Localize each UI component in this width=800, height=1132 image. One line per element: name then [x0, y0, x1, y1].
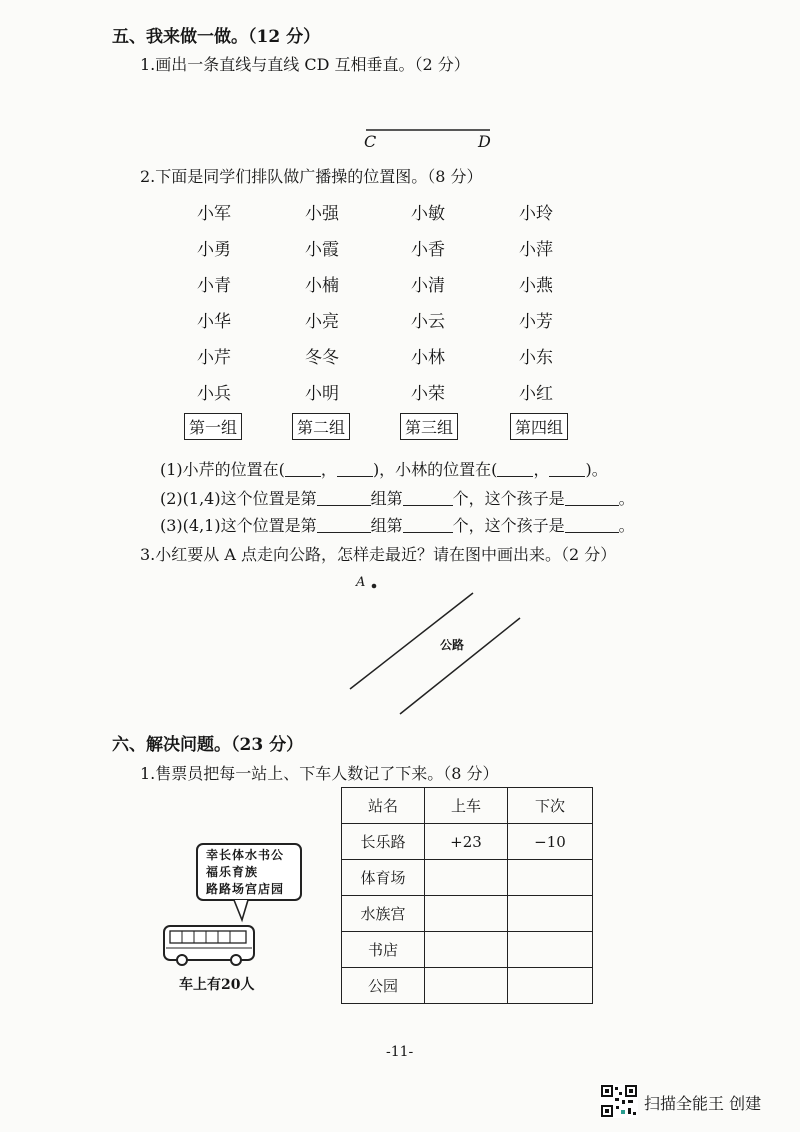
sub-question-3 [160, 513, 635, 536]
point-a-dot [372, 584, 377, 589]
bubble-line-2: 福乐育族 [206, 865, 259, 879]
road-label: 公路 [440, 638, 465, 652]
sub-q1-comma: ， [320, 460, 337, 479]
seat-name: 小亮 [305, 312, 339, 332]
seat-name: 小云 [411, 312, 445, 332]
table-cell-station: 体育场 [342, 860, 425, 896]
qr-code-icon [600, 1084, 638, 1118]
answer-blank[interactable] [549, 460, 585, 477]
bus-wheel-icon [231, 955, 241, 965]
table-cell-off: −10 [508, 824, 593, 860]
seat-name: 小林 [411, 348, 445, 368]
seat-name: 小霞 [305, 240, 339, 260]
sub-q3-text-c: 个，这个孩子是 [452, 516, 565, 535]
group-label-4: 第四组 [510, 413, 568, 440]
question-5-1: 1.画出一条直线与直线 CD 互相垂直。（2 分） [140, 55, 470, 74]
table-header-cell: 上车 [425, 788, 508, 824]
seat-name: 小芹 [197, 348, 231, 368]
answer-blank[interactable] [317, 489, 371, 506]
group-label-3: 第三组 [400, 413, 458, 440]
footer-brand: 扫描全能王 创建 [644, 1094, 762, 1113]
table-row [342, 824, 593, 860]
seat-name: 小燕 [519, 276, 553, 296]
group-label-2: 第二组 [292, 413, 350, 440]
seat-name: 小敏 [411, 204, 445, 224]
road-edge-lower [400, 618, 520, 714]
bubble-tail [234, 900, 248, 920]
section-6-title: 六、解决问题。（23 分） [112, 735, 304, 755]
seat-name: 小萍 [519, 240, 553, 260]
answer-blank[interactable] [285, 460, 321, 477]
table-header-cell: 站名 [342, 788, 425, 824]
seat-name: 小清 [411, 276, 445, 296]
sub-q2-text-b: 组第 [370, 489, 403, 508]
seat-name: 小勇 [197, 240, 231, 260]
sub-q2-text-c: 个，这个孩子是 [452, 489, 565, 508]
sub-q1-text-c: )。 [585, 460, 608, 479]
passenger-table [341, 787, 593, 1004]
table-cell-station: 书店 [342, 932, 425, 968]
seat-name: 小青 [197, 276, 231, 296]
table-cell-station: 公园 [342, 968, 425, 1004]
seat-name: 小香 [411, 240, 445, 260]
seat-name: 小芳 [519, 312, 553, 332]
table-cell-off[interactable] [508, 896, 593, 932]
answer-blank[interactable] [565, 489, 619, 506]
table-cell-station: 水族宫 [342, 896, 425, 932]
seat-name: 小玲 [519, 204, 553, 224]
sub-q1-text-b: )，小林的位置在( [372, 460, 498, 479]
table-cell-station: 长乐路 [342, 824, 425, 860]
table-cell-off[interactable] [508, 968, 593, 1004]
answer-blank[interactable] [403, 516, 453, 533]
table-cell-on: +23 [425, 824, 508, 860]
seat-name: 小明 [305, 384, 339, 404]
sub-q3-text-b: 组第 [370, 516, 403, 535]
section-5-title: 五、我来做一做。（12 分） [112, 27, 321, 47]
seat-name: 小强 [305, 204, 339, 224]
table-header-row [342, 788, 593, 824]
table-row [342, 860, 593, 896]
sub-q1-comma: ， [533, 460, 550, 479]
answer-blank[interactable] [565, 516, 619, 533]
stops-speech-bubble [196, 843, 302, 901]
seat-column-3 [411, 199, 471, 415]
seat-name: 小兵 [197, 384, 231, 404]
group-label-1: 第一组 [184, 413, 242, 440]
page-number: -11- [386, 1044, 414, 1060]
answer-blank[interactable] [317, 516, 371, 533]
bubble-line-3: 路路场宫店园 [206, 882, 285, 896]
table-cell-off[interactable] [508, 860, 593, 896]
table-row [342, 932, 593, 968]
table-cell-on[interactable] [425, 860, 508, 896]
line-label-c: C [364, 132, 377, 151]
bus-illustration [160, 898, 270, 970]
table-row [342, 968, 593, 1004]
table-cell-on[interactable] [425, 896, 508, 932]
line-label-d: D [478, 132, 491, 151]
sub-q2-text-d: 。 [618, 489, 635, 508]
bus-wheel-icon [177, 955, 187, 965]
seat-name: 小东 [519, 348, 553, 368]
bus-caption: 车上有20人 [179, 977, 255, 993]
point-a-label: A [356, 575, 366, 590]
table-cell-on[interactable] [425, 932, 508, 968]
seat-name: 冬冬 [305, 348, 339, 368]
table-cell-off[interactable] [508, 932, 593, 968]
sub-question-1 [160, 457, 608, 480]
sub-q2-text-a: (2)(1,4)这个位置是第 [160, 489, 317, 508]
seat-name: 小红 [519, 384, 553, 404]
question-6-1: 1.售票员把每一站上、下车人数记了下来。（8 分） [140, 764, 499, 783]
sub-question-2 [160, 486, 635, 509]
seat-name: 小荣 [411, 384, 445, 404]
table-header-cell: 下次 [508, 788, 593, 824]
sub-q3-text-d: 。 [618, 516, 635, 535]
answer-blank[interactable] [403, 489, 453, 506]
question-5-3: 3.小红要从 A 点走向公路，怎样走最近？请在图中画出来。（2 分） [140, 545, 617, 564]
bubble-line-1: 幸长体水书公 [206, 848, 285, 862]
seat-column-2 [305, 199, 365, 415]
answer-blank[interactable] [337, 460, 373, 477]
table-cell-on[interactable] [425, 968, 508, 1004]
seat-column-4 [519, 199, 579, 415]
seat-name: 小军 [197, 204, 231, 224]
answer-blank[interactable] [497, 460, 533, 477]
sub-q3-text-a: (3)(4,1)这个位置是第 [160, 516, 317, 535]
seat-column-1 [197, 199, 257, 415]
sub-q1-text-a: (1)小芹的位置在( [160, 460, 285, 479]
table-row [342, 896, 593, 932]
question-5-2: 2.下面是同学们排队做广播操的位置图。（8 分） [140, 167, 483, 186]
seat-name: 小楠 [305, 276, 339, 296]
seat-name: 小华 [197, 312, 231, 332]
